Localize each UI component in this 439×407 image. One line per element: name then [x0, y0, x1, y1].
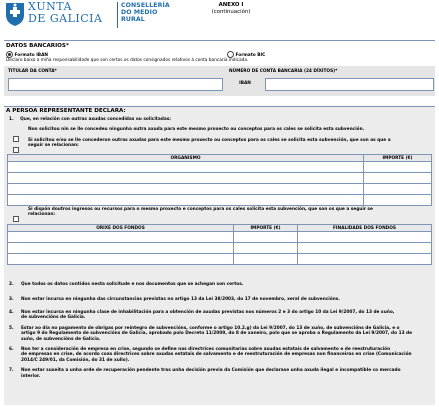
holder-label: TITULAR DA CONTA*: [8, 69, 57, 74]
table-header: [8, 155, 432, 162]
organismo-cell[interactable]: [8, 195, 364, 206]
bank-title: DATOS BANCARIOS*: [6, 43, 69, 49]
item-line: Non estar incursa en ningunha das circunstancias previstas no artigo 13 da Lei 38/2003, do 17 de novembro, xeral de subvencións.: [21, 297, 340, 302]
importe-cell[interactable]: [364, 184, 432, 195]
declaration-item: [9, 310, 435, 321]
other-aid-line-1: Si solicitou e/ou se lle concederon outras axudas para este mesmo proxecto ou conceptos para os cales se solicita esta subvención, que son as que a: [28, 138, 391, 143]
annex-heading: [196, 2, 266, 16]
item-number: 7.: [9, 368, 14, 374]
item-number: 2.: [9, 282, 14, 287]
item-number: 5.: [9, 325, 14, 331]
item-number: 3.: [9, 297, 14, 302]
account-label: NÚMERO DE CONTA BANCARIA (24 DÍXITOS)*: [229, 69, 338, 74]
importe-cell[interactable]: [234, 254, 298, 265]
organismo-cell[interactable]: [8, 162, 364, 173]
other-aid-table: [7, 154, 432, 206]
col-importe-2: [234, 225, 298, 232]
bank-section: [4, 40, 435, 99]
organismo-cell[interactable]: [8, 173, 364, 184]
importe-cell[interactable]: [364, 173, 432, 184]
iban-radio[interactable]: [6, 51, 13, 58]
table-row: [8, 254, 432, 265]
no-other-aid-label: Non solicitou nin se lle concedeu ningunha outra axuda para este mesmo proxecto ou conceptos para os cales se solicita esta subvención.: [28, 127, 365, 132]
item-line: Estar ao día no pagamento de obrigas por reintegro de subvencións, conforme o artigo 10.2.g) da Lei 9/2007, do 13 de xuño, de subvencións de Galicia, e o: [21, 325, 400, 331]
item-line: de subvencións de Galicia.: [21, 315, 86, 321]
importe-cell[interactable]: [364, 195, 432, 206]
col-orixe: [8, 225, 234, 232]
other-income-line-1: Si dispón doutros ingresos ou recursos para o mesmo proxecto e conceptos para os cales solicita esta subvención, que son os que a seguir se: [28, 207, 373, 212]
declaration-item: [9, 347, 435, 363]
col-finalidade: [298, 225, 432, 232]
holder-input[interactable]: [8, 78, 223, 91]
declaration-item-1: [9, 117, 171, 122]
bic-radio[interactable]: [227, 51, 234, 58]
col-importe-2-label: IMPORTE (€): [250, 225, 281, 231]
bank-declaration: Declaro baixo a miña responsabilidade que son certos os datos consignados relativos á conta bancaria indicada.: [6, 58, 249, 63]
item-line: de empresas en crise, de acordo coas directrices sobre axudas estatais de salvamento e de reestruturación de empresas non financeiras en crise (Comunicación: [21, 352, 412, 358]
orixe-cell[interactable]: [8, 232, 234, 243]
table-header: [8, 225, 432, 232]
finalidade-cell[interactable]: [298, 254, 432, 265]
iban-prefix: IBAN: [239, 81, 251, 86]
other-income-line-2: relacionan:: [28, 212, 56, 218]
item-number: 6.: [9, 347, 14, 353]
logo-text-line2: DE GALICIA: [28, 12, 103, 25]
other-income-label: [28, 207, 433, 218]
importe-cell[interactable]: [234, 232, 298, 243]
other-income-table: [7, 224, 432, 265]
item-1-text: Que, en relación con outras axudas concedidas ou solicitadas:: [20, 117, 172, 122]
annex-title: ANEXO I: [218, 2, 244, 8]
xunta-logo: [4, 1, 116, 29]
col-importe: [364, 155, 432, 162]
item-line: Non ter a consideración de empresa en crise, segundo se define nas directrices comunitarias sobre axudas estatais de salvamento e de reestruturación: [21, 347, 391, 353]
table-row: [8, 195, 432, 206]
table-row: [8, 243, 432, 254]
item-line: artigo 9 do Regulamento de subvencións de Galicia, aprobado polo Decreto 11/2009, do 8 de xaneiro, polo que se aproba o Regulamento da Lei 9/2007, do 13 de: [21, 331, 413, 337]
item-number: 4.: [9, 310, 14, 315]
declaration-title: A PERSOA REPRESENTANTE DECLARA:: [6, 108, 126, 114]
dept-line-3: RURAL: [121, 16, 145, 23]
other-aid-line-2: seguir se relacionan:: [28, 143, 79, 149]
dept-line-2: DO MEDIO: [121, 9, 158, 16]
item-line: Que todos os datos contidos nesta solicitude e nos documentos que se achegan son certos.: [21, 282, 244, 287]
table-row: [8, 184, 432, 195]
iban-option-label: Formato IBAN: [14, 53, 49, 58]
table-row: [8, 232, 432, 243]
orixe-cell[interactable]: [8, 254, 234, 265]
orixe-cell[interactable]: [8, 243, 234, 254]
galicia-coat-of-arms-icon: [4, 1, 26, 27]
col-orixe-label: ORIXE DOS FONDOS: [96, 225, 145, 231]
table-row: [8, 162, 432, 173]
bic-option-label: Formato BIC: [235, 53, 266, 58]
table-row: [8, 173, 432, 184]
item-line: 2014/C 249/01, da Comisión, do 31 de xullo).: [21, 357, 130, 363]
declaration-item: [9, 282, 435, 291]
item-line: xuño, de subvencións de Galicia.: [21, 336, 101, 342]
col-finalidade-label: FINALIDADE DOS FONDOS: [333, 225, 396, 231]
organismo-cell[interactable]: [8, 184, 364, 195]
declaration-items-list: [9, 282, 435, 379]
other-aid-label: [28, 138, 433, 149]
item-line: Non estar incursa en ningunha clase de inhabilitación para a obtención de axudas previstas nos números 2 e 3 do artigo 10 da Lei 9/2007, do 13 de xuño,: [21, 310, 395, 315]
finalidade-cell[interactable]: [298, 243, 432, 254]
item-line: Non estar suxeita a unha orde de recuperación pendente tras unha decisión previa da Comisión que declarase unha axuda ilegal e incompatible co mercado: [21, 368, 401, 374]
col-organismo: [8, 155, 364, 162]
department-name: [121, 2, 170, 23]
declaration-item: [9, 326, 435, 342]
col-importe-label: IMPORTE (€): [382, 155, 413, 161]
finalidade-cell[interactable]: [298, 232, 432, 243]
item-line: interior.: [21, 373, 41, 379]
dept-line-1: CONSELLERÍA: [121, 2, 170, 9]
declaration-item: [9, 297, 435, 306]
importe-cell[interactable]: [234, 243, 298, 254]
annex-subtitle: (continuación): [211, 9, 251, 15]
col-organismo-label: ORGANISMO: [170, 155, 201, 161]
account-number-input[interactable]: [265, 78, 434, 91]
declaration-item: [9, 368, 435, 379]
item-number: 1.: [9, 117, 14, 122]
importe-cell[interactable]: [364, 162, 432, 173]
logo-text-line1: XUNTA: [28, 0, 72, 13]
